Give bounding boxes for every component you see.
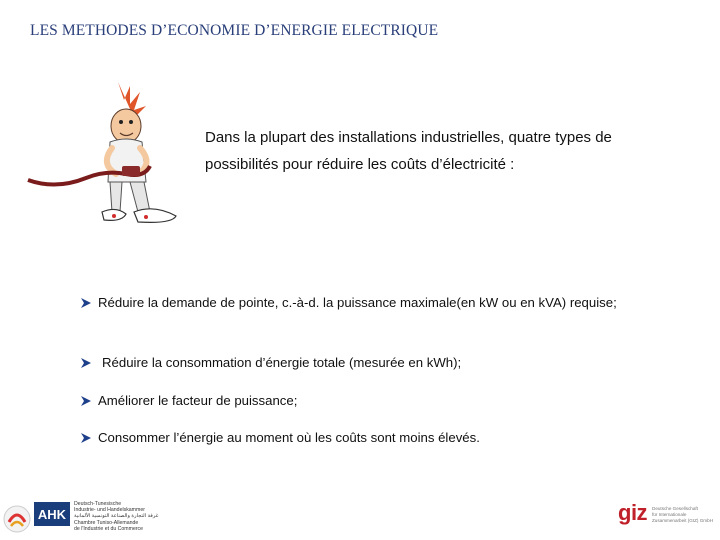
intro-text — [205, 124, 685, 178]
slide-title: LES METHODES D’ECONOMIE D’ENERGIE ELECTRIQUE — [30, 22, 439, 39]
ahk-badge: AHK — [34, 502, 70, 526]
ahk-logo — [2, 500, 160, 538]
arrow-bullet-icon — [80, 395, 92, 407]
bullet-text: Consommer l’énergie au moment où les coûts sont moins élevés. — [98, 430, 480, 445]
giz-line: für Internationale — [652, 511, 687, 517]
giz-line: Zusammenarbeit (GIZ) GmbH — [652, 517, 714, 523]
cartoon-man-with-cable-illustration — [26, 78, 196, 238]
bullet-text: Améliorer le facteur de puissance; — [98, 393, 298, 408]
bullet-text: Réduire la demande de pointe, c.-à-d. la puissance maximale(en kW ou en kVA) requise; — [98, 295, 617, 310]
bullet-text: Réduire la consommation d’énergie totale (mesurée en kWh); — [102, 355, 462, 370]
giz-logo — [618, 502, 718, 532]
arrow-bullet-icon — [80, 357, 92, 369]
bullet-item — [80, 295, 617, 310]
chamber-emblem-icon — [2, 502, 32, 536]
ahk-line: Deutsch-Tunesische — [74, 501, 122, 507]
ahk-line: غرفة التجارة والصناعة التونسية الألمانية — [74, 513, 159, 520]
arrow-bullet-icon — [80, 297, 92, 309]
intro-line-2: possibilités pour réduire les coûts d’électricité : — [205, 156, 515, 173]
bullet-item — [80, 393, 297, 408]
ahk-line: Chambre Tuniso-Allemande — [74, 519, 139, 526]
bullet-item — [80, 430, 480, 445]
intro-line-1: Dans la plupart des installations industrielles, quatre types de — [205, 129, 612, 146]
giz-description — [652, 506, 718, 523]
ahk-description — [74, 501, 164, 532]
bullet-item — [80, 355, 461, 370]
giz-line: Deutsche Gesellschaft — [652, 506, 698, 511]
arrow-bullet-icon — [80, 432, 92, 444]
ahk-line: de l'Industrie et du Commerce — [74, 525, 144, 532]
giz-wordmark: giz — [618, 500, 648, 525]
ahk-line: Industrie- und Handelskammer — [74, 507, 145, 514]
